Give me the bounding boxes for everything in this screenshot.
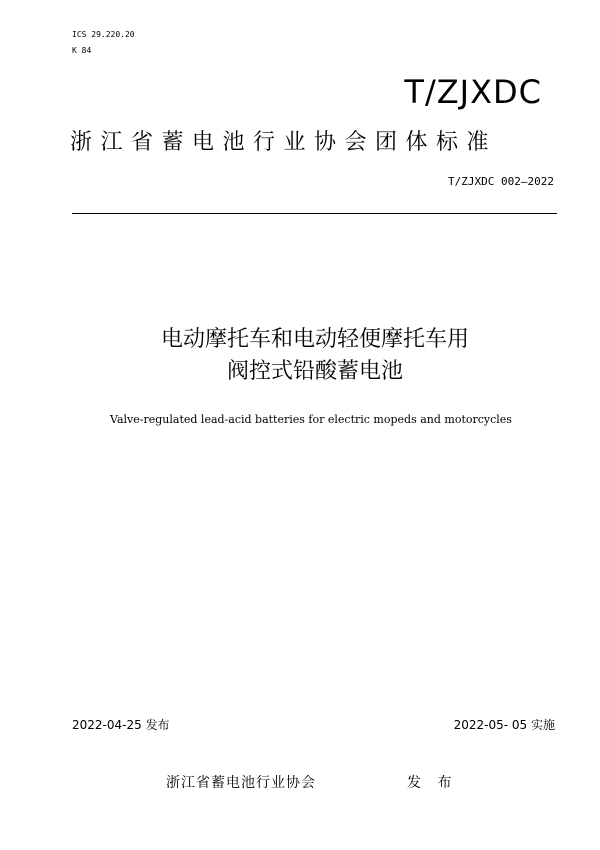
- standard-number: T/ZJXDC 002—2022: [448, 175, 554, 188]
- standard-type-heading: 浙江省蓄电池行业协会团体标准: [70, 130, 498, 155]
- issuing-organization: 浙江省蓄电池行业协会: [166, 775, 316, 791]
- implement-date: 2022-05- 05 实施: [453, 718, 555, 732]
- document-title-cn: [0, 324, 600, 388]
- title-cn-line-1: 电动摩托车和电动轻便摩托车用: [160, 327, 469, 352]
- standard-code-mark: T/ZJXDC: [404, 73, 542, 111]
- ccs-code: K 84: [72, 46, 92, 55]
- issue-label: 发 布: [407, 775, 458, 791]
- publish-date: 2022-04-25 发布: [72, 718, 170, 732]
- title-cn-line-2: 阀控式铅酸蓄电池: [226, 359, 403, 384]
- ics-code: ICS 29.220.20: [72, 30, 135, 39]
- header-divider: [72, 213, 557, 214]
- document-title-en: Valve-regulated lead-acid batteries for electric mopeds and motorcycles: [110, 413, 512, 426]
